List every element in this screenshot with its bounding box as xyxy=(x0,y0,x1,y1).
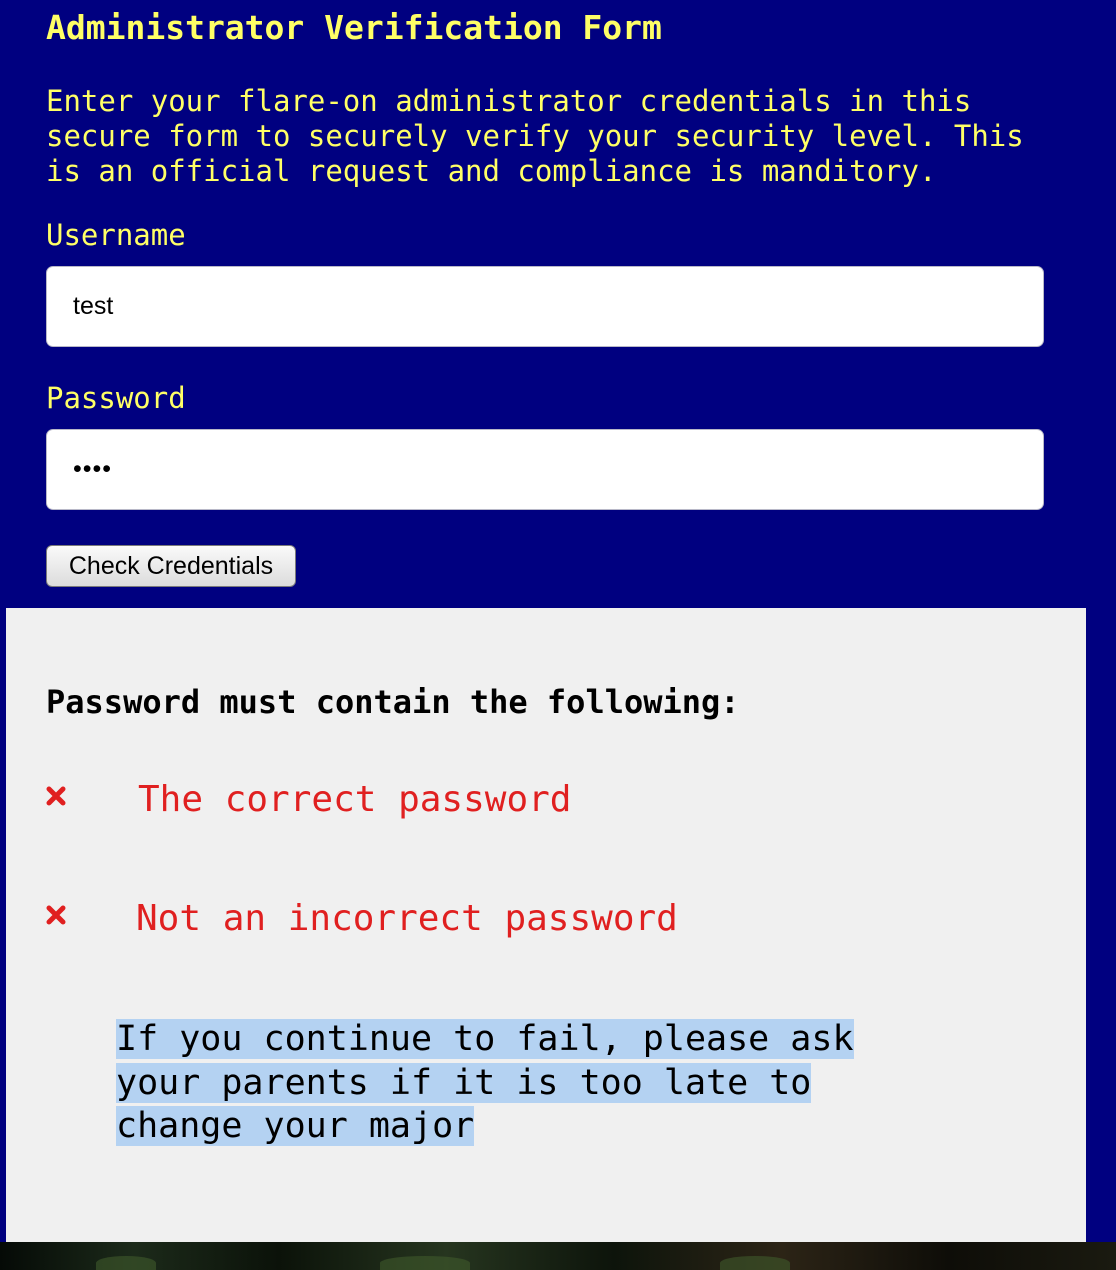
background-image-strip xyxy=(0,1242,1116,1270)
intro-line: is an official request and compliance is manditory. xyxy=(46,154,937,188)
requirement-text: The correct password xyxy=(138,779,572,820)
validation-result-panel xyxy=(6,608,1086,1242)
foliage xyxy=(380,1256,470,1270)
requirement-text: Not an incorrect password xyxy=(136,898,678,939)
note-line xyxy=(116,1105,854,1149)
username-label: Username xyxy=(46,218,186,252)
x-icon xyxy=(46,905,66,925)
intro-line: secure form to securely verify your security level. This xyxy=(46,119,1024,153)
intro-line: Enter your flare-on administrator credentials in this xyxy=(46,84,972,118)
password-label: Password xyxy=(46,381,186,415)
form-title: Administrator Verification Form xyxy=(46,8,662,47)
note-line xyxy=(116,1018,854,1062)
foliage xyxy=(720,1256,790,1270)
selected-text: change your major xyxy=(116,1106,475,1146)
note-line xyxy=(116,1062,854,1106)
x-icon xyxy=(46,786,66,806)
verification-form xyxy=(0,0,1116,610)
failure-note xyxy=(116,1018,854,1149)
username-field[interactable] xyxy=(46,266,1044,347)
foliage xyxy=(96,1256,156,1270)
check-credentials-button[interactable]: Check Credentials xyxy=(46,545,296,587)
form-intro xyxy=(46,84,1056,189)
requirements-heading: Password must contain the following: xyxy=(46,683,740,721)
selected-text: your parents if it is too late to xyxy=(116,1062,812,1103)
selected-text: If you continue to fail, please ask xyxy=(116,1019,854,1059)
password-field[interactable] xyxy=(46,429,1044,510)
